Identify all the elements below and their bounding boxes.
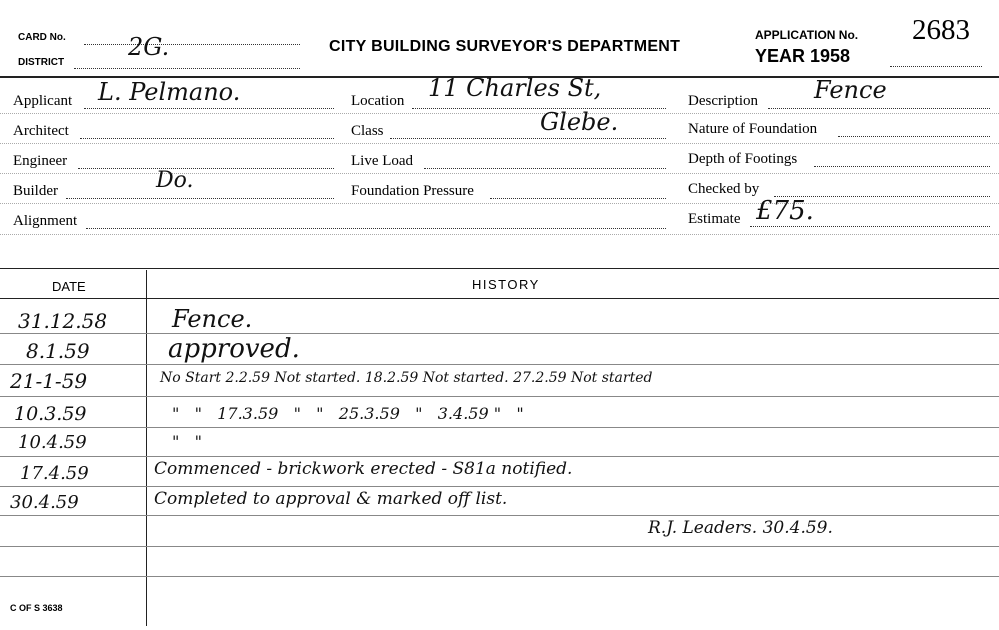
history-date: 10.3.59 [14, 403, 87, 425]
class-line [390, 138, 666, 139]
year-line [890, 66, 982, 67]
card-no-label: CARD No. [18, 32, 66, 43]
history-date: 10.4.59 [18, 432, 87, 453]
depth-of-footings-label: Depth of Footings [688, 151, 798, 167]
location-value: 11 Charles St, [428, 74, 602, 102]
estimate-value: £75. [756, 196, 814, 226]
alignment-label: Alignment [13, 213, 78, 229]
engineer-line [78, 168, 334, 169]
description-line [768, 108, 990, 109]
field-rule-5 [0, 234, 999, 235]
history-entry: Completed to approval & marked off list. [154, 489, 508, 509]
nature-of-foundation-line [838, 136, 990, 137]
estimate-line [750, 226, 990, 227]
location-label: Location [351, 93, 405, 109]
date-column-header: DATE [52, 279, 86, 294]
builder-label: Builder [13, 183, 58, 199]
history-entry: approved. [168, 334, 300, 364]
live-load-line [424, 168, 666, 169]
history-rule [0, 396, 999, 397]
district-label: DISTRICT [18, 57, 65, 68]
description-value: Fence [814, 76, 887, 104]
field-rule-4 [0, 203, 999, 204]
history-top-rule [0, 268, 999, 269]
architect-line [80, 138, 334, 139]
signature: R.J. Leaders. 30.4.59. [648, 518, 833, 538]
history-entry: Fence. [172, 305, 253, 333]
history-rule [0, 515, 999, 516]
foundation-pressure-line [490, 198, 666, 199]
year-label: YEAR 1958 [755, 46, 851, 66]
history-rule [0, 427, 999, 428]
history-date: 31.12.58 [18, 309, 108, 333]
field-rule-3 [0, 173, 999, 174]
history-rule [0, 486, 999, 487]
description-label: Description [688, 93, 758, 109]
history-entry: " " [172, 432, 202, 451]
architect-label: Architect [13, 123, 69, 139]
application-label: APPLICATION No. [755, 28, 859, 42]
checked-by-label: Checked by [688, 181, 760, 197]
applicant-value: L. Pelmano. [98, 78, 241, 106]
foundation-pressure-label: Foundation Pressure [351, 183, 474, 199]
history-entry: Commenced - brickwork erected - S81a notified. [154, 459, 573, 479]
history-header-rule [0, 298, 999, 299]
history-rule [0, 576, 999, 577]
page-title: CITY BUILDING SURVEYOR'S DEPARTMENT [329, 38, 681, 55]
history-rule [0, 364, 999, 365]
form-number: C OF S 3638 [10, 603, 63, 613]
application-number: 2683 [912, 14, 970, 46]
field-rule-1 [0, 113, 999, 114]
district-line [74, 68, 300, 69]
history-date: 21-1-59 [10, 369, 88, 393]
live-load-label: Live Load [351, 153, 414, 169]
engineer-label: Engineer [13, 153, 68, 169]
builder-value: Do. [156, 168, 194, 193]
applicant-line [84, 108, 334, 109]
history-column-header: HISTORY [472, 277, 540, 292]
history-entry: " " 17.3.59 " " 25.3.59 " 3.4.59 " " [172, 404, 524, 423]
history-rule [0, 456, 999, 457]
nature-of-foundation-label: Nature of Foundation [688, 121, 818, 137]
applicant-label: Applicant [13, 93, 73, 109]
alignment-line [86, 228, 666, 229]
location-line [412, 108, 666, 109]
estimate-label: Estimate [688, 211, 741, 227]
history-date: 8.1.59 [26, 339, 90, 363]
class-label: Class [351, 123, 384, 139]
history-column-divider [146, 270, 147, 626]
history-date: 30.4.59 [10, 492, 79, 513]
history-rule [0, 546, 999, 547]
class-value: Glebe. [540, 108, 619, 136]
field-rule-2 [0, 143, 999, 144]
builder-line [66, 198, 334, 199]
history-rule [0, 333, 999, 334]
depth-of-footings-line [814, 166, 990, 167]
card-value: 2G. [128, 33, 170, 61]
card-no-line [84, 44, 300, 45]
history-entry: No Start 2.2.59 Not started. 18.2.59 Not started. 27.2.59 Not started [160, 370, 653, 386]
history-date: 17.4.59 [20, 463, 89, 484]
